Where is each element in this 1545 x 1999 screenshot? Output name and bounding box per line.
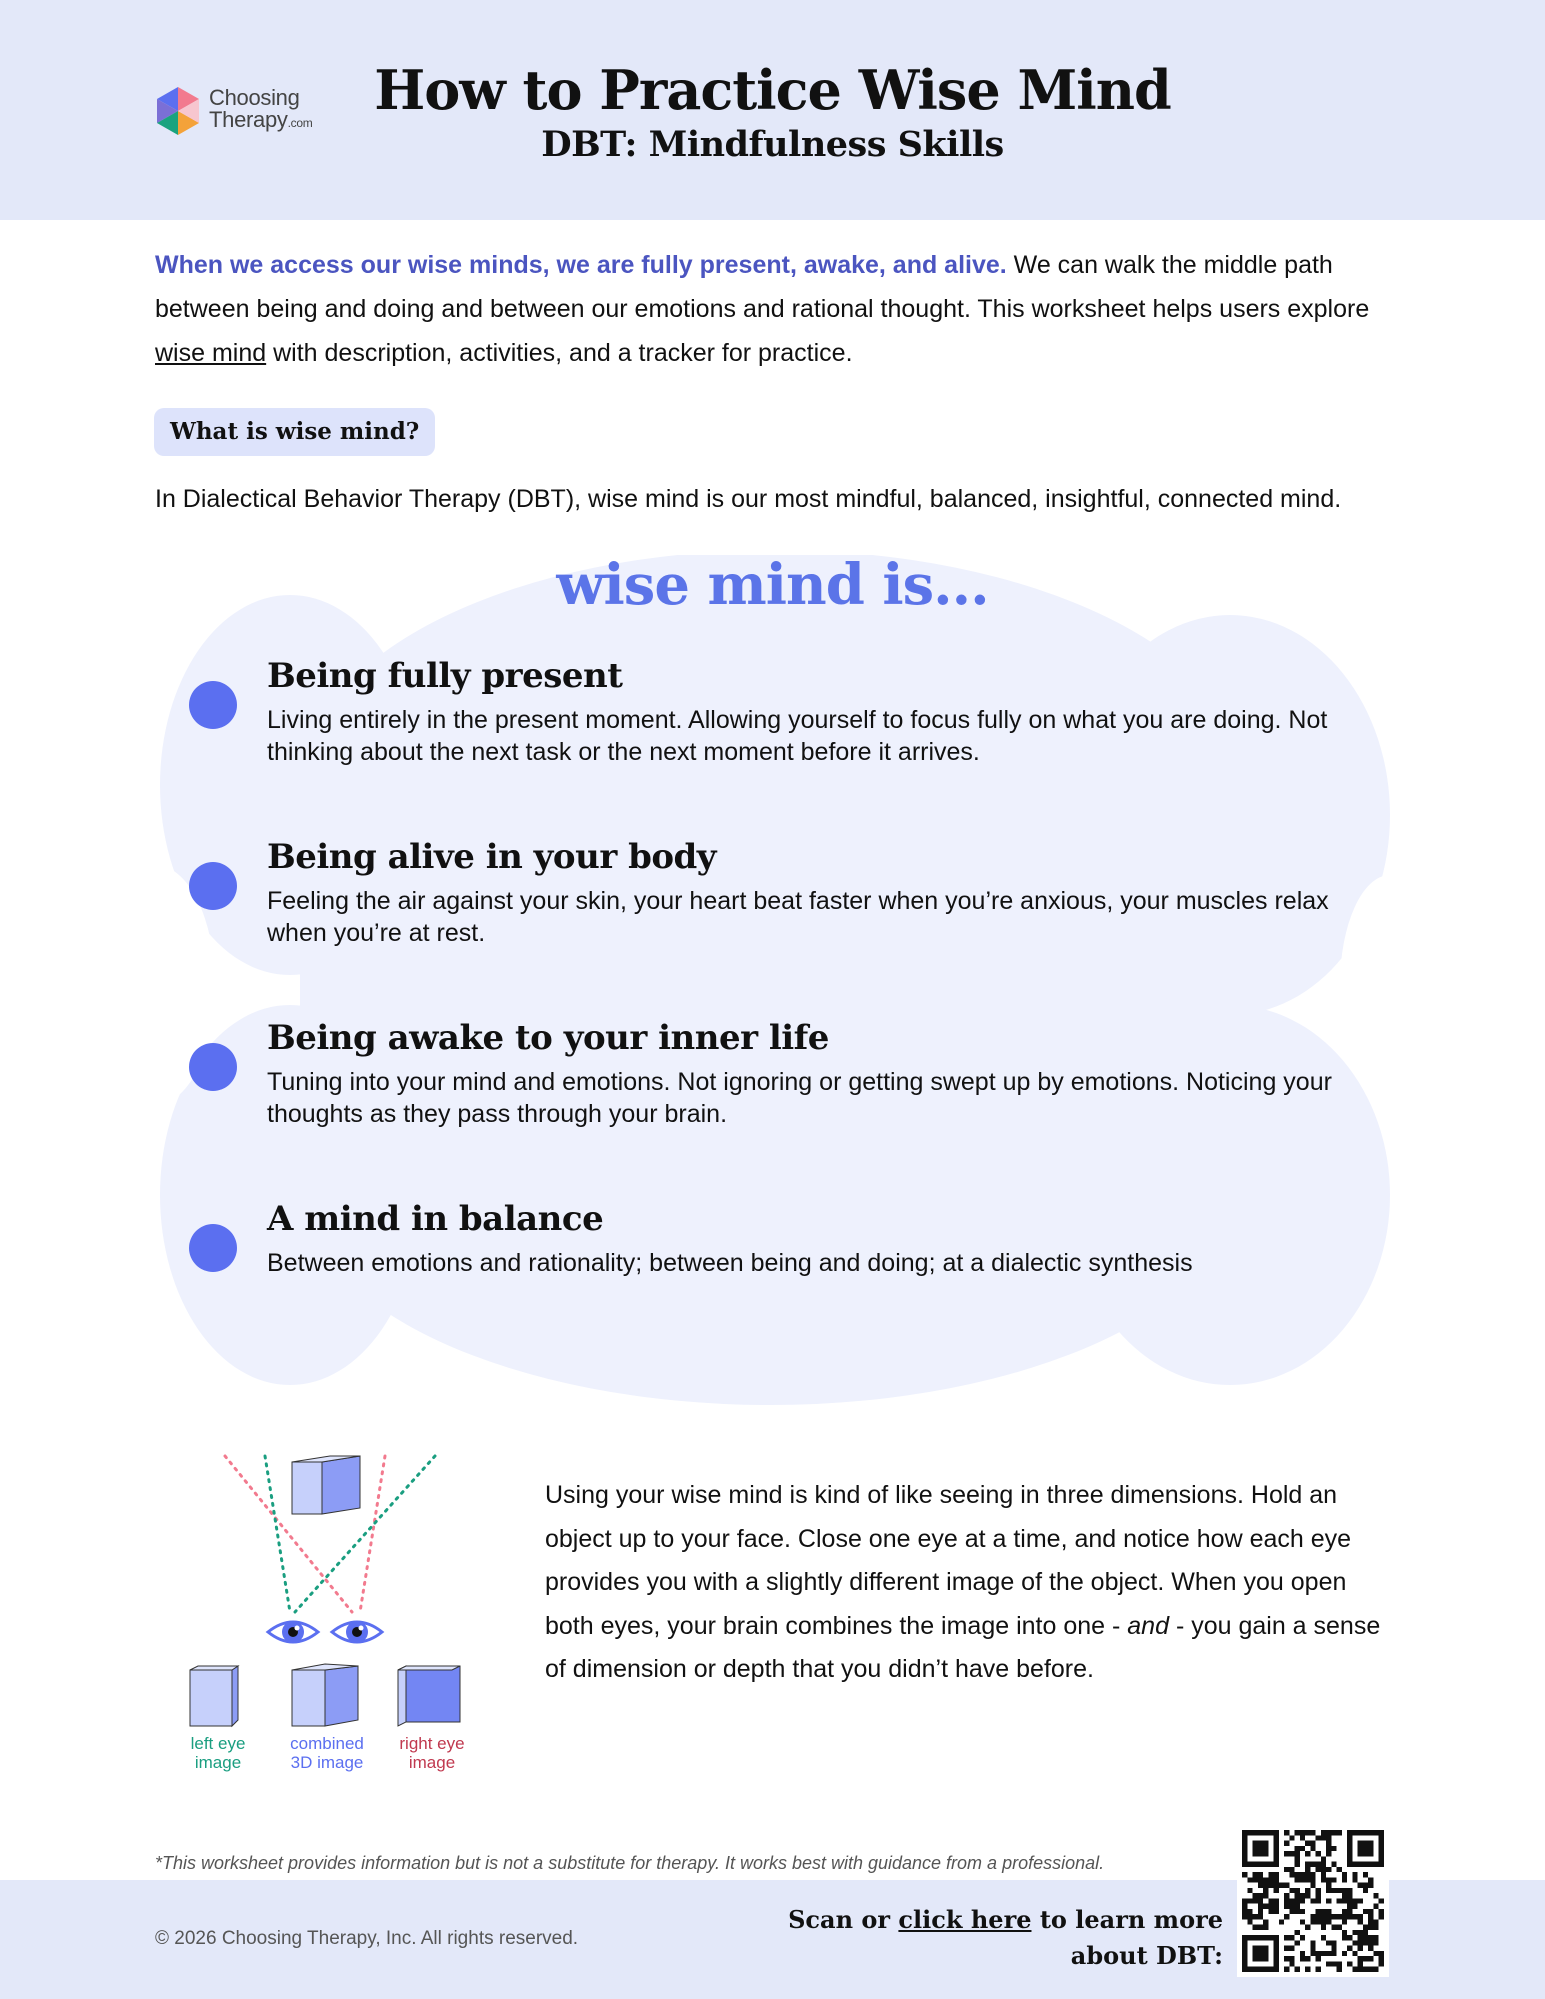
caption-line: left eye (190, 1734, 246, 1753)
scan-prompt (788, 1902, 1223, 1974)
left-eye-icon (268, 1621, 318, 1643)
intro-paragraph (155, 243, 1395, 375)
combined-cube-icon (292, 1664, 358, 1726)
bullet-dot-3 (189, 1043, 237, 1091)
bullet-dot-2 (189, 862, 237, 910)
click-here-link[interactable]: click here (898, 1905, 1032, 1934)
caption-line: image (194, 1753, 242, 1772)
eyes-cubes-illustration (180, 1440, 500, 1780)
three-d-paragraph (545, 1474, 1385, 1692)
caption-line: right eye (399, 1734, 465, 1753)
right-cube-icon (398, 1666, 460, 1726)
bullet-dot-1 (189, 681, 237, 729)
scan-text-end: to learn more (1031, 1905, 1223, 1934)
item-text: Living entirely in the present moment. Allowing yourself to focus fully on what you are doing. Not thinking about the next task or the next moment before it arrives. (267, 706, 1328, 766)
item-title: Being fully present (267, 656, 623, 696)
section-pill: What is wise mind? (154, 408, 435, 456)
qr-code[interactable] (1237, 1825, 1389, 1977)
page-subtitle: DBT: Mindfulness Skills (541, 124, 1004, 165)
item-text: Between emotions and rationality; between being and doing; at a dialectic synthesis (267, 1249, 1193, 1277)
definition-text: In Dialectical Behavior Therapy (DBT), wise mind is our most mindful, balanced, insightful, connected mind. (155, 485, 1342, 513)
caption-line: combined (290, 1734, 364, 1753)
logo-line2: Therapy (209, 107, 288, 132)
scan-line-2: about DBT: (1070, 1941, 1223, 1970)
qr-code-icon (1237, 1825, 1389, 1977)
bullet-dot-4 (189, 1224, 237, 1272)
combined-caption (272, 1734, 382, 1772)
right-eye-icon (332, 1621, 382, 1643)
header-banner (0, 0, 1545, 220)
logo-suffix: .com (287, 116, 313, 130)
copyright: © 2026 Choosing Therapy, Inc. All rights reserved. (155, 1928, 579, 1949)
disclaimer: *This worksheet provides information but is not a substitute for therapy. It works best with guidance from a professional. (155, 1853, 1105, 1873)
logo-line1: Choosing (209, 85, 300, 110)
three-d-text: Using your wise mind is kind of like seeing in three dimensions. Hold an object up to your face. Close one eye at a time, and notice how each eye provides you with a slightly different image of the object. When you open both eyes, your brain combines the image into one - (545, 1481, 1352, 1640)
list-item-balance (267, 1199, 1387, 1279)
depth-perception-diagram (180, 1440, 500, 1730)
caption-line: image (408, 1753, 456, 1772)
list-item-inner-life (267, 1018, 1387, 1130)
item-text: Feeling the air against your skin, your heart beat faster when you’re anxious, your muscles relax when you’re at rest. (267, 887, 1329, 947)
page-title: How to Practice Wise Mind (374, 58, 1171, 122)
left-eye-caption (163, 1734, 273, 1772)
item-text: Tuning into your mind and emotions. Not ignoring or getting swept up by emotions. Noticing your thoughts as they pass through your brain. (267, 1068, 1332, 1128)
item-title: Being awake to your inner life (267, 1018, 829, 1058)
left-cube-icon (190, 1666, 238, 1726)
list-item-present (267, 656, 1387, 768)
intro-highlight: When we access our wise minds, we are fully present, awake, and alive. (155, 251, 1007, 279)
wise-mind-heading: wise mind is... (556, 552, 989, 618)
scan-text: Scan or (788, 1905, 899, 1934)
item-title: A mind in balance (267, 1199, 604, 1239)
intro-text: We can walk the middle path between being and doing and between our emotions and rational thought. This worksheet helps users explore (155, 251, 1370, 323)
wise-mind-link[interactable]: wise mind (155, 339, 267, 367)
intro-text-end: with description, activities, and a tracker for practice. (266, 339, 853, 367)
three-d-italic: and (1127, 1611, 1169, 1640)
three-d-text-end: - you gain a sense of dimension or depth that you didn’t have before. (545, 1611, 1381, 1683)
caption-line: 3D image (290, 1753, 364, 1772)
item-title: Being alive in your body (267, 837, 717, 877)
list-item-body (267, 837, 1387, 949)
right-eye-caption (377, 1734, 487, 1772)
top-cube-icon (292, 1456, 360, 1514)
